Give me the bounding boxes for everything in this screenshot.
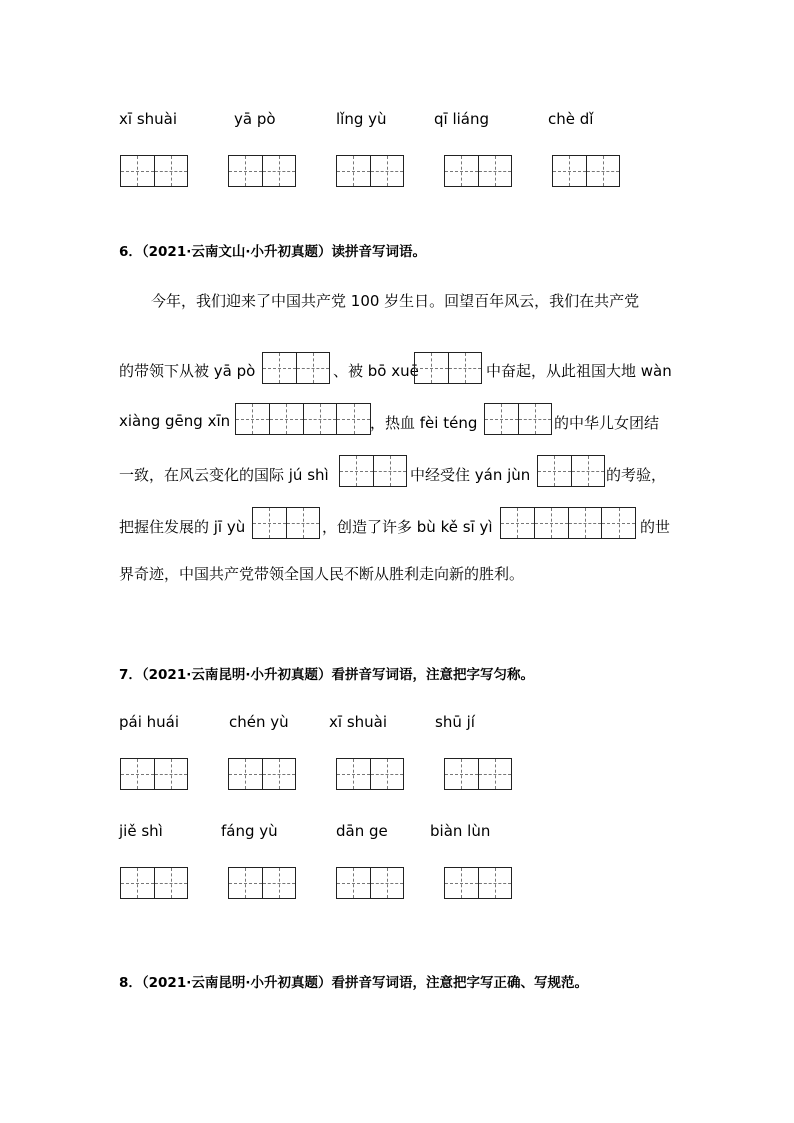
writing-box[interactable] [336,867,404,899]
pinyin-bian-lun: biàn lùn [430,822,491,840]
pinyin-dan-ge: dān ge [336,822,388,840]
passage-line-4a: 一致，在风云变化的国际 jú shì [119,466,329,484]
pinyin-chen-yu: chén yù [229,713,289,731]
writing-box[interactable] [444,758,512,790]
passage-line-5c: 的世 [640,518,671,536]
writing-box[interactable] [444,155,512,187]
writing-box[interactable] [444,867,512,899]
writing-box-fei-teng[interactable] [484,403,552,435]
writing-box[interactable] [228,155,296,187]
passage-line-5a: 把握住发展的 jī yù [119,518,246,536]
writing-box-bo-xue[interactable] [414,352,482,384]
pinyin-ya-po: yā pò [234,110,276,128]
passage-line-6: 界奇迹，中国共产党带领全国人民不断从胜利走向新的胜利。 [119,565,525,583]
writing-box[interactable] [552,155,620,187]
passage-line-3b: ，热血 fèi téng [370,414,478,432]
passage-line-2c: 中奋起，从此祖国大地 wàn [486,362,672,380]
writing-box-ya-po[interactable] [262,352,330,384]
pinyin-pai-huai: pái huái [119,713,180,731]
pinyin-jie-shi: jiě shì [119,822,163,840]
writing-box[interactable] [336,758,404,790]
pinyin-fang-yu: fáng yù [221,822,278,840]
question-7-title: 7．（2021·云南昆明·小升初真题）看拼音写词语，注意把字写匀称。 [119,667,534,683]
pinyin-qi-liang: qī liáng [434,110,490,128]
passage-line-4b: 中经受住 yán jùn [410,466,531,484]
passage-line-3a: xiàng gēng xīn [119,412,231,430]
pinyin-shu-ji: shū jí [435,713,475,731]
writing-box-yan-jun[interactable] [537,455,605,487]
writing-box-ju-shi[interactable] [339,455,407,487]
question-8-title: 8．（2021·云南昆明·小升初真题）看拼音写词语，注意把字写正确、写规范。 [119,975,588,991]
pinyin-xi-shuai-2: xī shuài [329,713,388,731]
writing-box-ji-yu[interactable] [252,507,320,539]
passage-line-4c: 的考验， [606,466,667,484]
writing-box[interactable] [120,758,188,790]
pinyin-ling-yu: lǐng yù [336,110,387,128]
passage-line-3c: 的中华儿女团结 [554,414,660,432]
writing-box-bu-ke-si-yi[interactable] [500,507,636,539]
writing-box[interactable] [120,155,188,187]
pinyin-che-di: chè dǐ [548,110,594,128]
passage-line-2b: 、被 bō xuē [333,362,419,380]
passage-line-5b: ，创造了许多 bù kě sī yì [322,518,493,536]
writing-box[interactable] [228,867,296,899]
passage-line-1: 今年，我们迎来了中国共产党 100 岁生日。回望百年风云，我们在共产党 [151,292,640,310]
writing-box[interactable] [228,758,296,790]
writing-box[interactable] [120,867,188,899]
writing-box[interactable] [336,155,404,187]
writing-box-wan-xiang-geng-xin[interactable] [235,403,371,435]
question-6-title: 6．（2021·云南文山·小升初真题）读拼音写词语。 [119,244,426,260]
pinyin-xi-shuai: xī shuài [119,110,178,128]
passage-line-2a: 的带领下从被 yā pò [119,362,256,380]
